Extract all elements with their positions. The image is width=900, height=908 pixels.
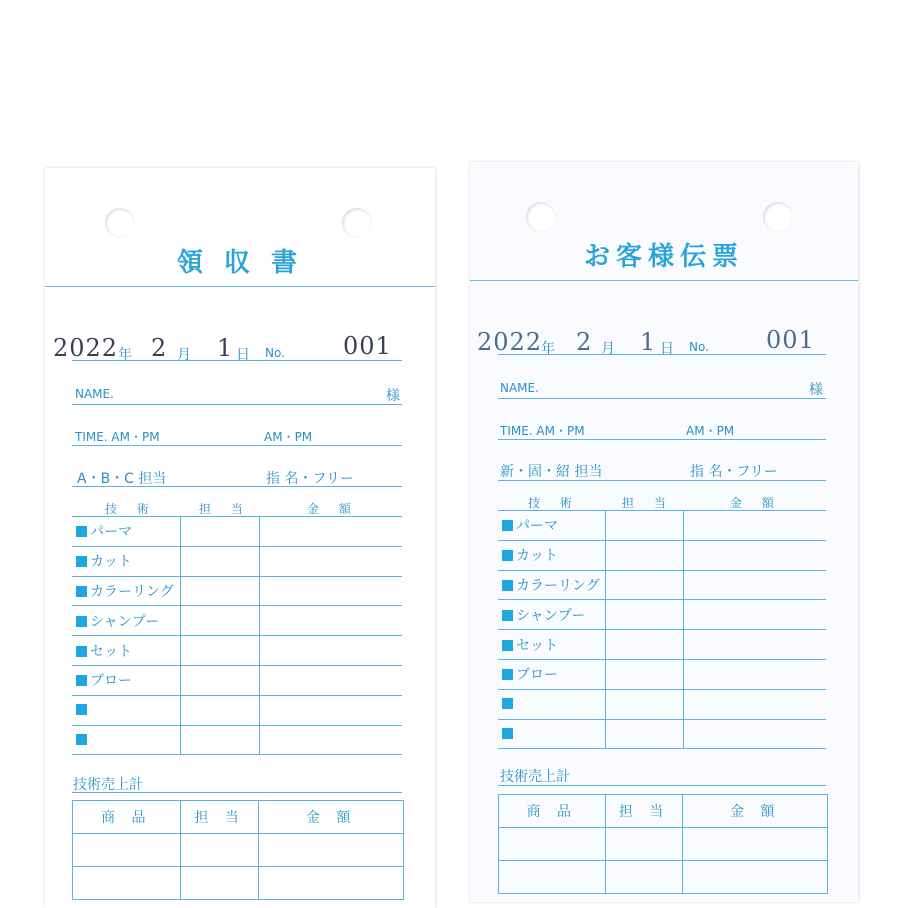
subtotal-label: 技術売上計: [73, 777, 143, 793]
goods-col-staff: 担 当: [180, 801, 259, 834]
name-underline: [498, 398, 826, 399]
table-row: [72, 665, 402, 695]
nomination-label: 指 名・フリー: [690, 464, 778, 480]
goods-col-staff: 担 当: [605, 795, 683, 828]
handwritten-number: 001: [766, 326, 815, 354]
customer-slip-title: お客様伝票: [583, 242, 744, 272]
service-cell: カラーリング: [72, 576, 180, 606]
goods-table: [498, 794, 828, 894]
staff-cell[interactable]: [180, 695, 259, 725]
staff-cell[interactable]: [180, 665, 259, 695]
amount-cell[interactable]: [259, 725, 402, 755]
staff-cell[interactable]: [605, 659, 683, 689]
checkbox-square-icon: [76, 556, 87, 567]
goods-cell[interactable]: [180, 867, 259, 900]
table-row: [72, 517, 402, 547]
goods-col-amount: 金 額: [259, 801, 404, 834]
service-cell: ブロー: [72, 665, 180, 695]
table-row: [72, 606, 402, 636]
checkbox-square-icon: [76, 734, 87, 745]
number-label: No.: [265, 346, 285, 360]
service-cell: セット: [72, 636, 180, 666]
goods-header-row: [499, 795, 828, 828]
amount-cell[interactable]: [683, 540, 826, 570]
header-divider: [470, 280, 858, 281]
goods-cell[interactable]: [73, 867, 181, 900]
table-row: [72, 725, 402, 755]
subtotal-underline: [498, 785, 826, 786]
table-row: [499, 861, 828, 894]
service-table: [498, 510, 826, 749]
staff-label: 新・固・紹 担当: [500, 464, 603, 480]
subtotal-underline: [72, 792, 402, 793]
punch-hole-right: [763, 202, 793, 232]
checkbox-square-icon: [502, 580, 513, 591]
nomination-label: 指 名・フリー: [266, 471, 354, 487]
goods-cell[interactable]: [73, 834, 181, 867]
staff-label: A・B・C 担当: [77, 471, 167, 487]
staff-underline: [72, 486, 402, 487]
service-cell: シャンプー: [72, 606, 180, 636]
col-header-amount: 金 額: [307, 502, 359, 516]
punch-hole-left: [526, 202, 556, 232]
amount-cell[interactable]: [683, 659, 826, 689]
table-row: [72, 636, 402, 666]
goods-cell[interactable]: [499, 828, 606, 861]
amount-cell[interactable]: [683, 719, 826, 749]
checkbox-square-icon: [502, 520, 513, 531]
table-row: [498, 719, 826, 749]
handwritten-month: 2: [151, 334, 168, 362]
service-cell: パーマ: [498, 511, 605, 541]
name-label: NAME.: [75, 387, 114, 401]
service-cell: シャンプー: [498, 600, 605, 630]
time-label-end: AM・PM: [686, 424, 735, 438]
service-cell: ブロー: [498, 659, 605, 689]
honorific: 様: [809, 382, 823, 398]
goods-cell[interactable]: [259, 867, 404, 900]
goods-cell[interactable]: [605, 828, 683, 861]
staff-cell[interactable]: [180, 606, 259, 636]
service-table: [72, 516, 402, 755]
col-header-service: 技 術: [105, 502, 157, 516]
col-header-amount: 金 額: [730, 496, 782, 510]
month-unit: 月: [177, 347, 191, 363]
day-unit: 日: [236, 347, 250, 363]
amount-cell[interactable]: [259, 576, 402, 606]
staff-cell[interactable]: [605, 689, 683, 719]
amount-cell[interactable]: [259, 665, 402, 695]
day-unit: 日: [660, 341, 674, 357]
table-row: [498, 511, 826, 541]
amount-cell[interactable]: [259, 546, 402, 576]
staff-cell[interactable]: [180, 725, 259, 755]
table-row: [73, 867, 404, 900]
checkbox-square-icon: [76, 704, 87, 715]
staff-cell[interactable]: [605, 511, 683, 541]
table-row: [73, 834, 404, 867]
receipt-slip: [45, 168, 435, 908]
checkbox-square-icon: [502, 640, 513, 651]
time-underline: [72, 445, 402, 446]
date-underline: [72, 360, 402, 361]
col-header-service: 技 術: [528, 496, 580, 510]
goods-cell[interactable]: [180, 834, 259, 867]
checkbox-square-icon: [502, 669, 513, 680]
checkbox-square-icon: [76, 675, 87, 686]
subtotal-label: 技術売上計: [500, 769, 570, 785]
punch-hole-right: [342, 208, 372, 238]
year-unit: 年: [541, 341, 555, 357]
month-unit: 月: [601, 341, 615, 357]
table-row: [498, 600, 826, 630]
table-row: [498, 540, 826, 570]
staff-cell[interactable]: [605, 570, 683, 600]
name-underline: [72, 404, 402, 405]
amount-cell[interactable]: [259, 517, 402, 547]
handwritten-day: 1: [640, 328, 657, 356]
goods-cell[interactable]: [259, 834, 404, 867]
table-row: [498, 570, 826, 600]
table-row: [72, 695, 402, 725]
date-underline: [498, 354, 826, 355]
service-cell: カラーリング: [498, 570, 605, 600]
staff-cell[interactable]: [180, 636, 259, 666]
amount-cell[interactable]: [259, 606, 402, 636]
checkbox-square-icon: [76, 616, 87, 627]
goods-cell[interactable]: [683, 828, 828, 861]
service-cell: [498, 719, 605, 749]
amount-cell[interactable]: [683, 570, 826, 600]
goods-col-product: 商 品: [73, 801, 181, 834]
checkbox-square-icon: [76, 526, 87, 537]
checkbox-square-icon: [502, 550, 513, 561]
amount-cell[interactable]: [683, 511, 826, 541]
goods-header-row: [73, 801, 404, 834]
amount-cell[interactable]: [683, 600, 826, 630]
service-cell: [72, 695, 180, 725]
honorific: 様: [386, 388, 400, 404]
table-row: [72, 576, 402, 606]
customer-slip: [470, 162, 858, 902]
goods-table: [72, 800, 404, 900]
service-cell: [498, 689, 605, 719]
staff-underline: [498, 480, 826, 481]
table-row: [498, 630, 826, 660]
staff-cell[interactable]: [605, 600, 683, 630]
handwritten-year: 2022: [477, 328, 543, 356]
punch-hole-left: [105, 208, 135, 238]
year-unit: 年: [118, 347, 132, 363]
staff-cell[interactable]: [605, 630, 683, 660]
handwritten-number: 001: [343, 332, 392, 360]
service-cell: セット: [498, 630, 605, 660]
time-label: TIME. AM・PM: [75, 430, 160, 444]
table-row: [498, 689, 826, 719]
goods-cell[interactable]: [499, 861, 606, 894]
table-row: [499, 828, 828, 861]
service-cell: カット: [498, 540, 605, 570]
col-header-staff: 担 当: [199, 502, 251, 516]
goods-col-amount: 金 額: [683, 795, 828, 828]
header-divider: [45, 286, 435, 287]
number-label: No.: [689, 340, 709, 354]
name-label: NAME.: [500, 381, 539, 395]
goods-cell[interactable]: [683, 861, 828, 894]
amount-cell[interactable]: [683, 630, 826, 660]
checkbox-square-icon: [502, 728, 513, 739]
amount-cell[interactable]: [683, 689, 826, 719]
goods-cell[interactable]: [605, 861, 683, 894]
goods-col-product: 商 品: [499, 795, 606, 828]
service-cell: カット: [72, 546, 180, 576]
handwritten-month: 2: [576, 328, 593, 356]
service-cell: パーマ: [72, 517, 180, 547]
handwritten-day: 1: [217, 334, 234, 362]
table-row: [498, 659, 826, 689]
staff-cell[interactable]: [180, 576, 259, 606]
time-label: TIME. AM・PM: [500, 424, 585, 438]
staff-cell[interactable]: [605, 719, 683, 749]
table-row: [72, 546, 402, 576]
time-underline: [498, 439, 826, 440]
checkbox-square-icon: [76, 586, 87, 597]
staff-cell[interactable]: [180, 517, 259, 547]
handwritten-year: 2022: [53, 334, 119, 362]
amount-cell[interactable]: [259, 636, 402, 666]
time-label-end: AM・PM: [264, 430, 313, 444]
checkbox-square-icon: [502, 698, 513, 709]
checkbox-square-icon: [76, 646, 87, 657]
checkbox-square-icon: [502, 610, 513, 621]
staff-cell[interactable]: [180, 546, 259, 576]
staff-cell[interactable]: [605, 540, 683, 570]
receipt-title: 領 収 書: [176, 248, 304, 278]
amount-cell[interactable]: [259, 695, 402, 725]
service-cell: [72, 725, 180, 755]
col-header-staff: 担 当: [622, 496, 674, 510]
